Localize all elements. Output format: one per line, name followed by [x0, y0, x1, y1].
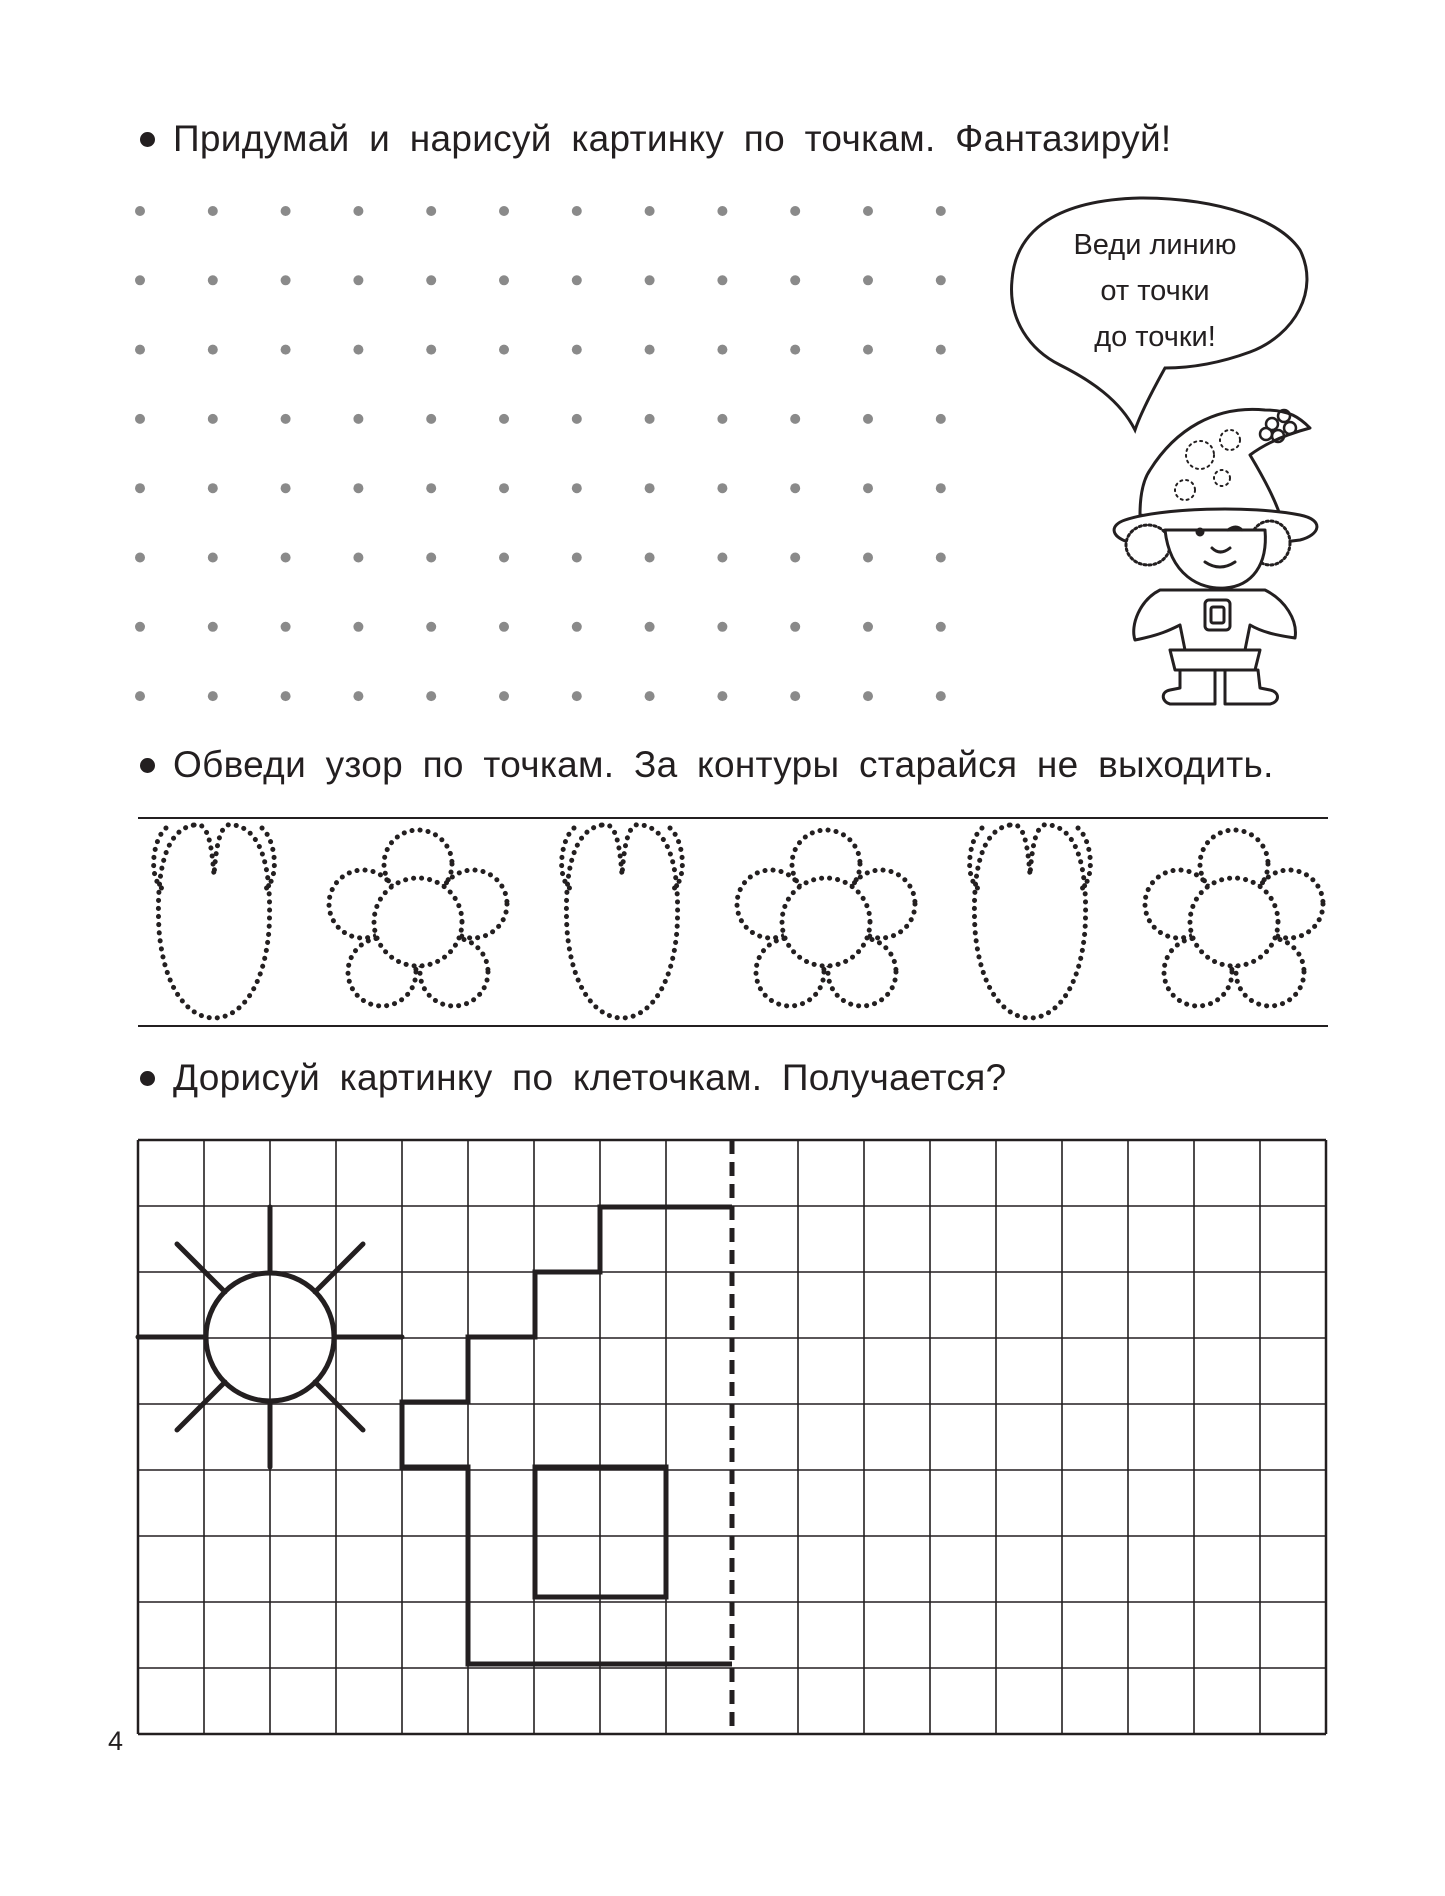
grid-dot: [936, 553, 946, 563]
grid-dot: [208, 206, 218, 216]
grid-dot: [717, 414, 727, 424]
grid-dot: [645, 206, 655, 216]
grid-dot: [281, 414, 291, 424]
speech-line-2: от точки: [1100, 275, 1210, 307]
grid-dot: [572, 483, 582, 493]
grid-dot: [717, 206, 727, 216]
grid-dot: [790, 275, 800, 285]
grid-dot: [645, 553, 655, 563]
grid-dot: [645, 345, 655, 355]
grid-dot: [790, 553, 800, 563]
grid-dot: [353, 622, 363, 632]
grid-dot: [717, 483, 727, 493]
grid-dot: [572, 206, 582, 216]
grid-dot: [135, 414, 145, 424]
grid-dot: [135, 691, 145, 701]
grid-dot: [499, 206, 509, 216]
grid-dot: [353, 691, 363, 701]
grid-dot: [208, 553, 218, 563]
grid-dot: [863, 553, 873, 563]
grid-dot: [426, 691, 436, 701]
grid-dot: [717, 345, 727, 355]
task-3-text: Дорисуй картинку по клеточкам. Получается?: [173, 1057, 1007, 1098]
page-number: 4: [108, 1726, 124, 1756]
grid-dot: [135, 275, 145, 285]
grid-dot: [281, 345, 291, 355]
grid-dot: [572, 691, 582, 701]
grid-dot: [645, 622, 655, 632]
task-1-text: Придумай и нарисуй картинку по точкам. Фантазируй!: [173, 118, 1172, 159]
grid-dot: [353, 345, 363, 355]
speech-line-3: до точки!: [1094, 321, 1216, 353]
grid-dot: [353, 275, 363, 285]
grid-dot: [645, 275, 655, 285]
grid-dot: [426, 553, 436, 563]
grid-dot: [135, 206, 145, 216]
grid-dot: [645, 414, 655, 424]
grid-dot: [353, 553, 363, 563]
grid-dot: [863, 345, 873, 355]
grid-dot: [135, 622, 145, 632]
grid-dot: [135, 483, 145, 493]
grid-dot: [717, 691, 727, 701]
grid-dot: [499, 275, 509, 285]
grid-dot: [572, 622, 582, 632]
tulip-trace-shape: [154, 824, 275, 1018]
grid-dot: [281, 206, 291, 216]
speech-bubble-text: [1040, 222, 1270, 360]
flower-trace-shape: [737, 830, 915, 1006]
grid-dot: [208, 414, 218, 424]
grid-dot: [499, 483, 509, 493]
grid-dot: [135, 345, 145, 355]
grid-dot: [717, 553, 727, 563]
grid-dot: [208, 483, 218, 493]
grid-dot: [208, 275, 218, 285]
grid-dot: [426, 206, 436, 216]
grid-dot: [499, 553, 509, 563]
grid-dot: [208, 691, 218, 701]
grid-dot: [936, 691, 946, 701]
grid-dot: [353, 483, 363, 493]
grid-dot: [426, 275, 436, 285]
grid-dot: [863, 622, 873, 632]
grid-dot: [790, 206, 800, 216]
grid-dot: [645, 483, 655, 493]
grid-dot: [936, 622, 946, 632]
grid-dot: [936, 414, 946, 424]
grid-dot: [936, 206, 946, 216]
grid-dot: [353, 206, 363, 216]
grid-dot: [863, 414, 873, 424]
grid-dot: [135, 553, 145, 563]
grid-dot: [499, 691, 509, 701]
grid-dot: [499, 345, 509, 355]
flower-trace-shape: [329, 830, 507, 1006]
grid-dot: [281, 275, 291, 285]
grid-dot: [426, 622, 436, 632]
trace-pattern: [154, 824, 1323, 1018]
tulip-trace-shape: [970, 824, 1091, 1018]
grid-dot: [790, 691, 800, 701]
grid-dot: [499, 622, 509, 632]
grid-dot: [572, 553, 582, 563]
grid-dot: [863, 691, 873, 701]
grid-dot: [572, 414, 582, 424]
flower-trace-shape: [1145, 830, 1323, 1006]
grid-dot: [863, 206, 873, 216]
grid-dot: [281, 691, 291, 701]
grid-dot: [353, 414, 363, 424]
grid-dot: [790, 345, 800, 355]
grid-dot: [281, 622, 291, 632]
gnome-illustration: [1114, 409, 1317, 704]
grid-dot: [863, 275, 873, 285]
grid-dot: [426, 345, 436, 355]
grid-dot: [572, 275, 582, 285]
grid-dot: [426, 414, 436, 424]
tulip-trace-shape: [562, 824, 683, 1018]
grid-dot: [936, 345, 946, 355]
speech-line-1: Веди линию: [1073, 229, 1237, 261]
grid-dot: [717, 275, 727, 285]
grid-dot: [572, 345, 582, 355]
grid-dot: [863, 483, 873, 493]
grid-dot: [790, 414, 800, 424]
grid-dot: [936, 483, 946, 493]
grid-dot: [281, 553, 291, 563]
grid-dot: [790, 622, 800, 632]
task-2-text: Обведи узор по точкам. За контуры старайся не выходить.: [173, 744, 1274, 785]
grid-dot: [717, 622, 727, 632]
dot-grid: [135, 206, 946, 701]
grid-dot: [645, 691, 655, 701]
grid-dot: [499, 414, 509, 424]
grid-dot: [790, 483, 800, 493]
grid-dot: [426, 483, 436, 493]
grid-dot: [281, 483, 291, 493]
grid-dot: [208, 345, 218, 355]
grid-dot: [208, 622, 218, 632]
grid-dot: [936, 275, 946, 285]
